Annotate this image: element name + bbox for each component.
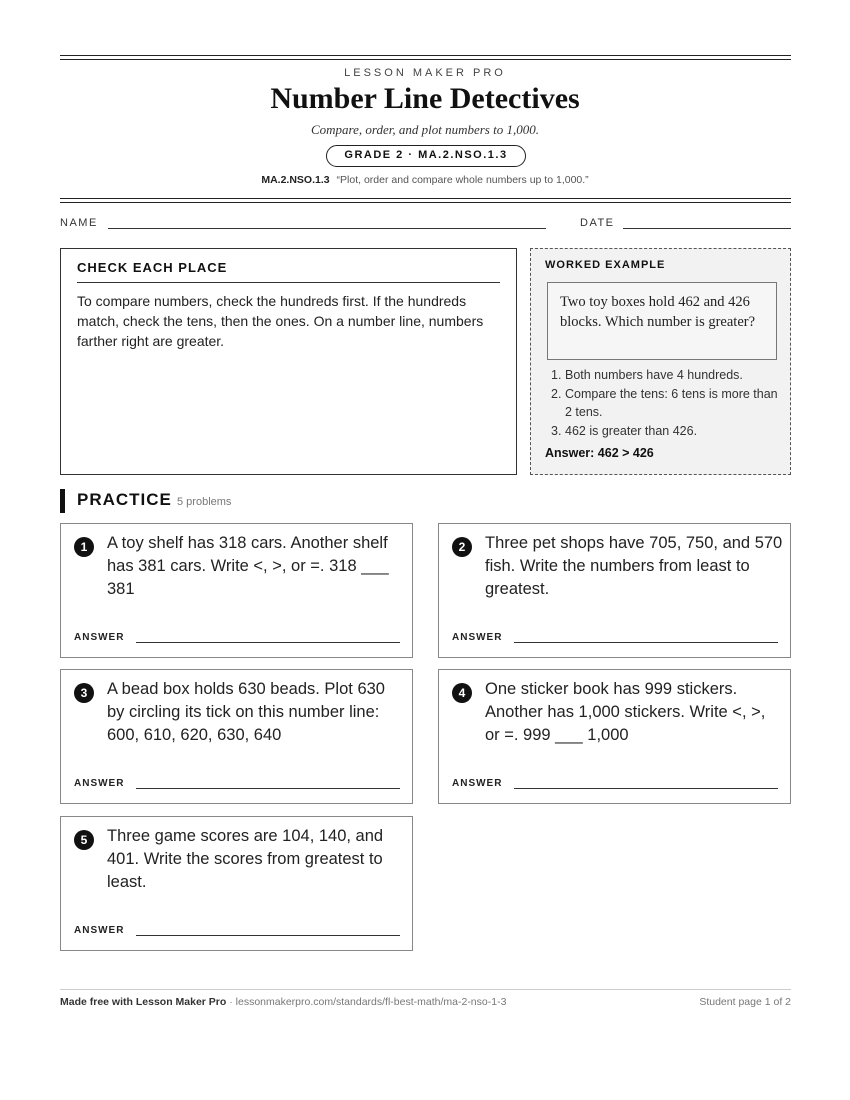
problem-card-4 bbox=[438, 669, 791, 804]
answer-label: ANSWER bbox=[74, 778, 125, 789]
header-top-rule bbox=[60, 55, 791, 56]
problem-card-5 bbox=[60, 816, 413, 951]
worked-step: 3. 462 is greater than 426. bbox=[551, 424, 698, 438]
standard-line bbox=[0, 174, 850, 186]
problem-card-3 bbox=[60, 669, 413, 804]
answer-field[interactable] bbox=[514, 642, 778, 643]
worked-step: 1. Both numbers have 4 hundreds. bbox=[551, 368, 743, 382]
problem-prompt: Three pet shops have 705, 750, and 570 fish. Write the numbers from least to greatest. bbox=[485, 534, 783, 598]
footer-credit bbox=[60, 996, 506, 1008]
practice-accent-bar bbox=[60, 489, 65, 513]
answer-label: ANSWER bbox=[74, 632, 125, 643]
name-label: NAME bbox=[60, 217, 98, 229]
check-each-place-box bbox=[60, 248, 517, 475]
problem-card-1 bbox=[60, 523, 413, 658]
answer-field[interactable] bbox=[514, 788, 778, 789]
footer-url[interactable]: · lessonmakerpro.com/standards/fl-best-math/ma-2-nso-1-3 bbox=[226, 996, 507, 1008]
problem-number-badge: 3 bbox=[74, 683, 94, 703]
answer-field[interactable] bbox=[136, 642, 400, 643]
problem-prompt: A bead box holds 630 beads. Plot 630 by circling its tick on this number line: 600, 610, 620, 630, 640 bbox=[107, 680, 385, 744]
worked-answer: Answer: 462 > 426 bbox=[545, 446, 654, 460]
footer-rule bbox=[60, 989, 791, 990]
footer-made-with: Made free with Lesson Maker Pro bbox=[60, 996, 227, 1008]
date-label: DATE bbox=[580, 217, 615, 229]
worked-steps bbox=[547, 366, 783, 441]
header-top-rule-2 bbox=[60, 59, 791, 60]
worked-question: Two toy boxes hold 462 and 426 blocks. Which number is greater? bbox=[547, 282, 777, 360]
problem-prompt: One sticker book has 999 stickers. Another has 1,000 stickers. Write <, >, or =. 999 ___ 1,000 bbox=[485, 680, 766, 744]
answer-label: ANSWER bbox=[452, 778, 503, 789]
problem-number-badge: 1 bbox=[74, 537, 94, 557]
answer-label: ANSWER bbox=[74, 925, 125, 936]
page-subtitle: Compare, order, and plot numbers to 1,000. bbox=[311, 122, 539, 137]
page-title: Number Line Detectives bbox=[270, 82, 580, 115]
check-title: CHECK EACH PLACE bbox=[77, 260, 228, 275]
standard-code: MA.2.NSO.1.3 bbox=[261, 174, 330, 186]
problem-number-badge: 5 bbox=[74, 830, 94, 850]
answer-field[interactable] bbox=[136, 935, 400, 936]
problem-prompt: Three game scores are 104, 140, and 401. Write the scores from greatest to least. bbox=[107, 827, 384, 891]
problem-number-badge: 4 bbox=[452, 683, 472, 703]
check-divider bbox=[77, 282, 500, 283]
standard-text: “Plot, order and compare whole numbers up to 1,000.” bbox=[336, 174, 589, 186]
practice-count: 5 problems bbox=[177, 496, 232, 508]
name-field[interactable] bbox=[108, 228, 546, 229]
problem-card-2 bbox=[438, 523, 791, 658]
worked-example-box bbox=[530, 248, 791, 475]
header-bottom-rule bbox=[60, 198, 791, 199]
answer-field[interactable] bbox=[136, 788, 400, 789]
grade-badge: GRADE 2 · MA.2.NSO.1.3 bbox=[326, 145, 526, 167]
footer-page-number: Student page 1 of 2 bbox=[699, 996, 791, 1008]
problem-number-badge: 2 bbox=[452, 537, 472, 557]
answer-label: ANSWER bbox=[452, 632, 503, 643]
header-bottom-rule-2 bbox=[60, 202, 791, 203]
worked-step: 2. Compare the tens: 6 tens is more than 2 tens. bbox=[551, 387, 778, 419]
worked-title: WORKED EXAMPLE bbox=[545, 259, 666, 271]
practice-title: PRACTICE bbox=[77, 490, 172, 509]
date-field[interactable] bbox=[623, 228, 791, 229]
brand-label: LESSON MAKER PRO bbox=[344, 67, 506, 79]
check-body: To compare numbers, check the hundreds first. If the hundreds match, check the tens, then the ones. On a number line, numbers farther right are greater. bbox=[77, 293, 484, 349]
problem-prompt: A toy shelf has 318 cars. Another shelf has 381 cars. Write <, >, or =. 318 ___ 381 bbox=[107, 534, 389, 598]
